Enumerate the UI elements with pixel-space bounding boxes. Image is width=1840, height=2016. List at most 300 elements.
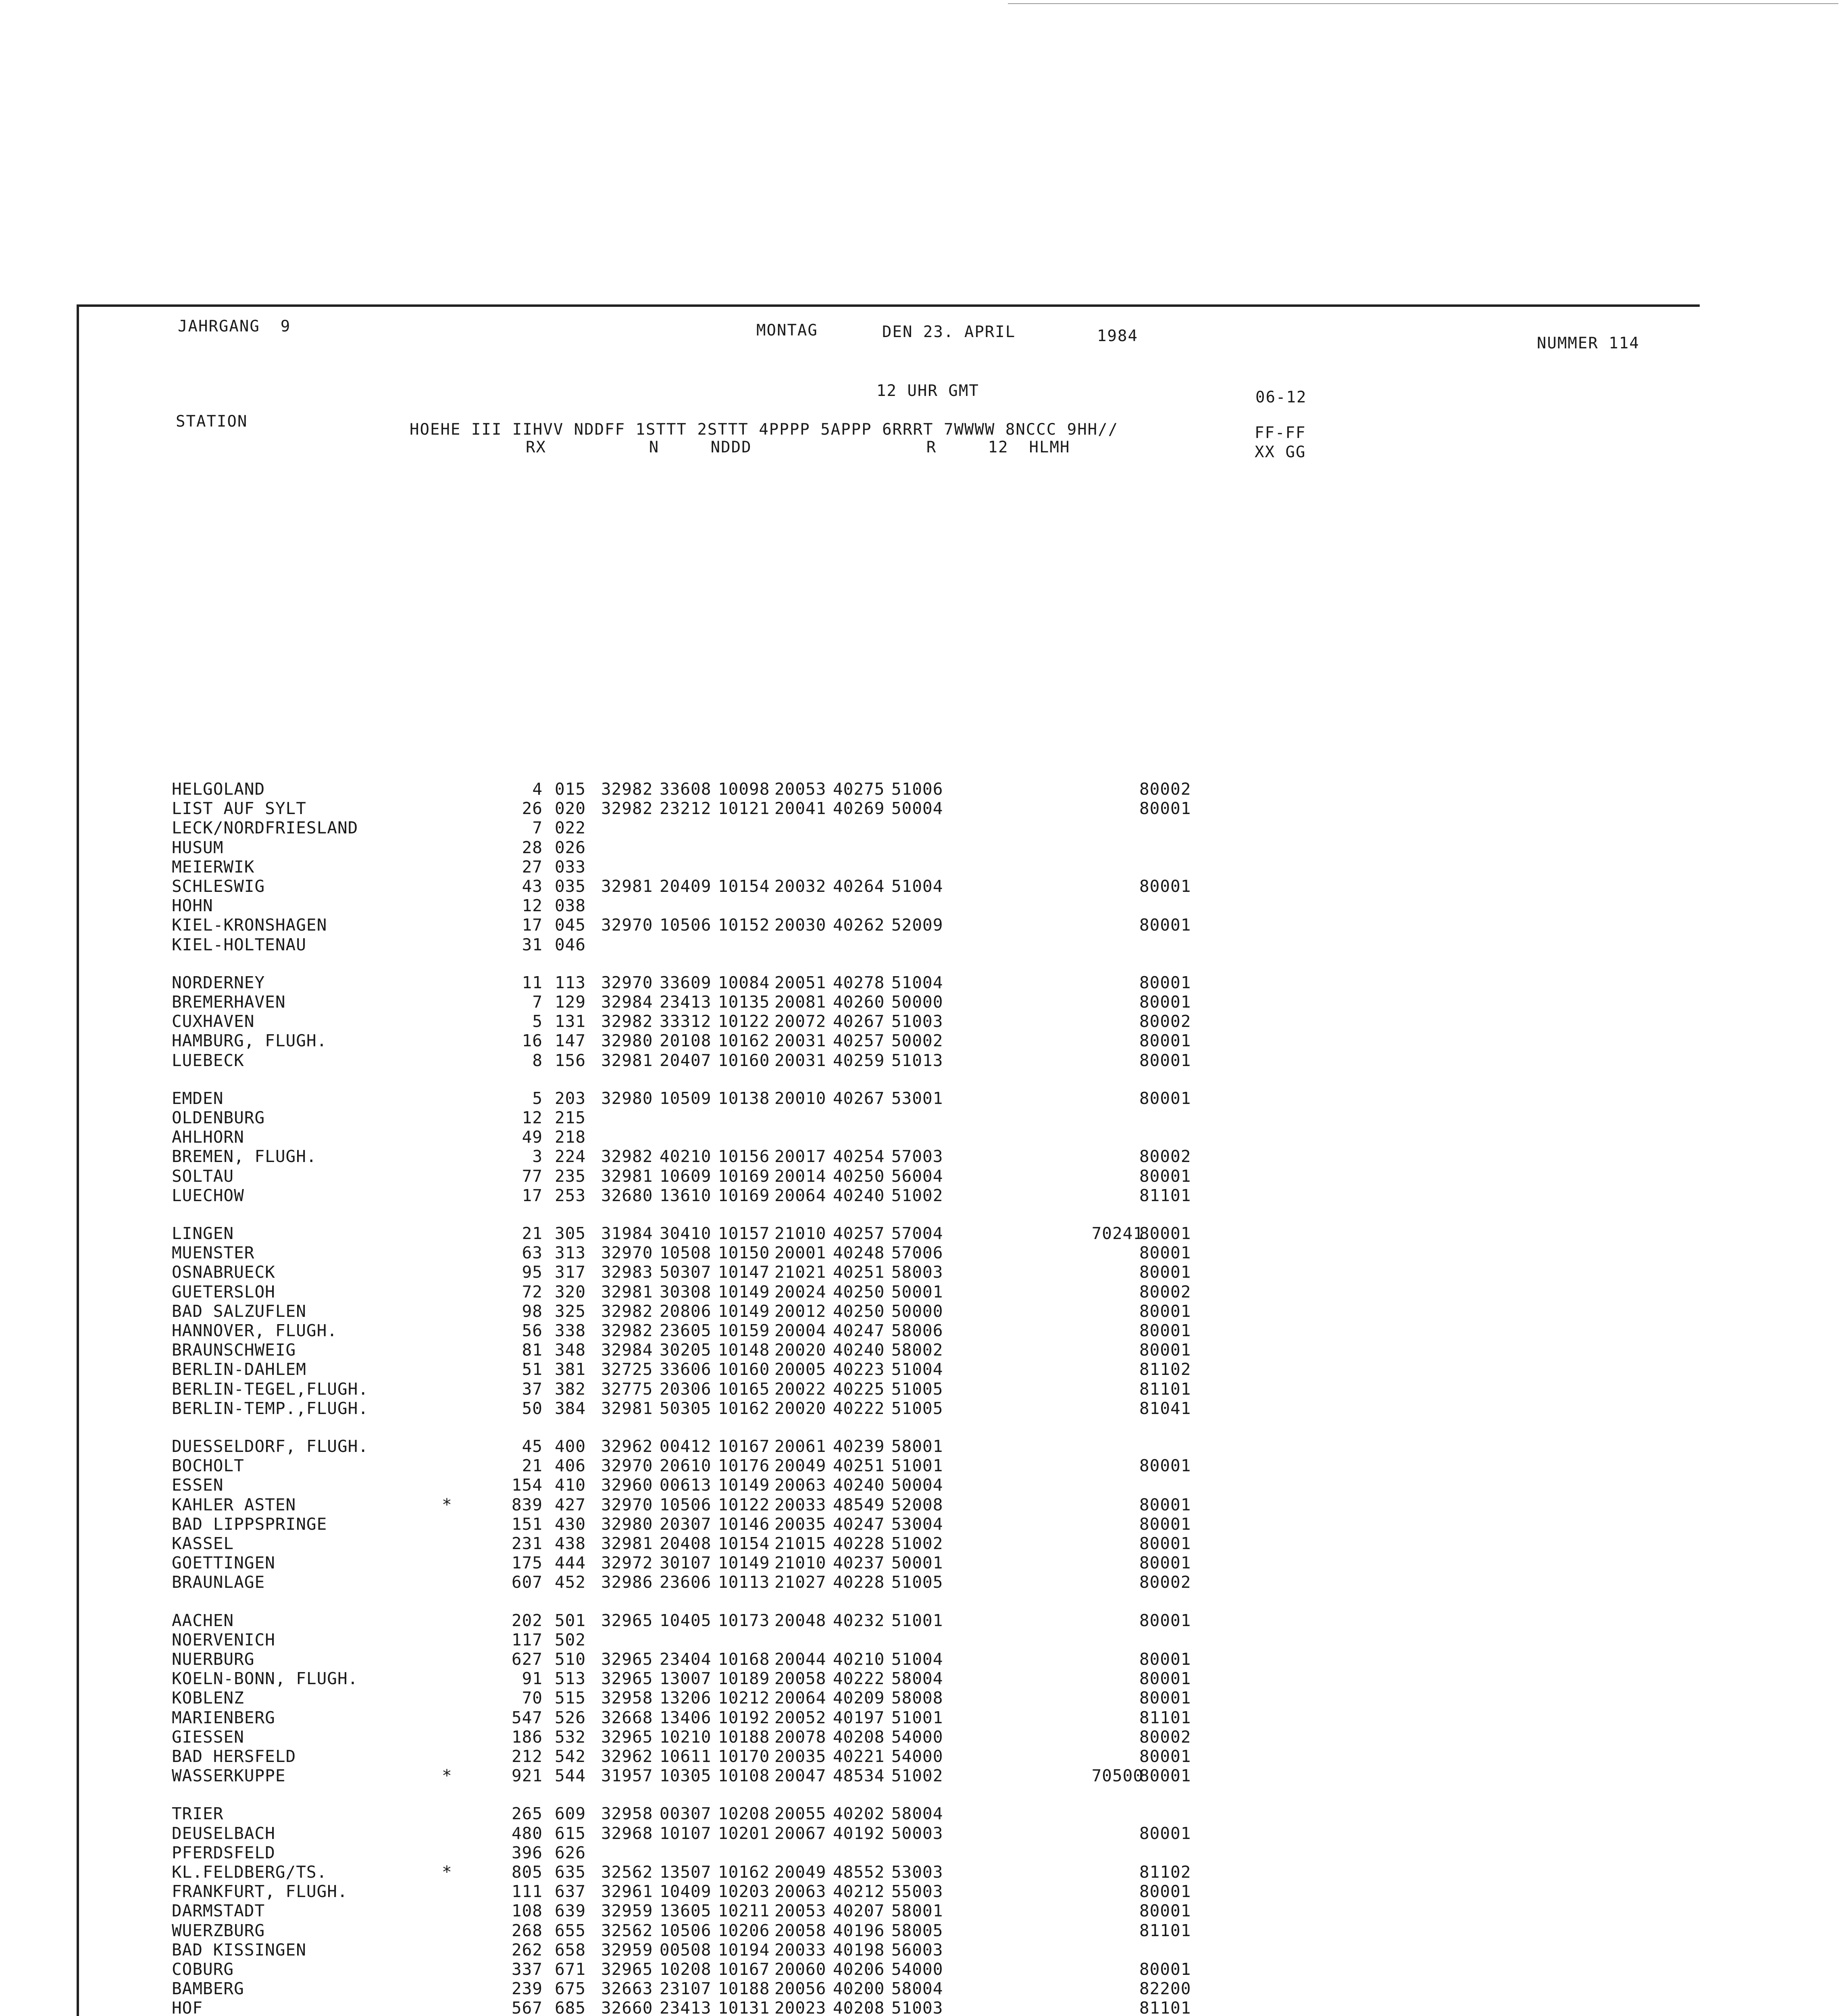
code-g1: 32668 (601, 1708, 653, 1727)
code-g3: 10173 (718, 1610, 770, 1630)
code-g1: 32958 (601, 1804, 653, 1824)
code-g4: 21015 (774, 1534, 826, 1553)
code-g1: 32986 (601, 1572, 653, 1592)
code-iii: 325 (555, 1301, 586, 1321)
code-g5: 48534 (833, 1766, 885, 1786)
code-hoehe: 262 (511, 1940, 543, 1960)
code-g8: 80002 (1139, 1147, 1191, 1166)
code-hoehe: 627 (511, 1649, 543, 1669)
station-name: BAMBERG (172, 1979, 244, 1999)
station-name: MEIERWIK (172, 857, 255, 877)
code-iii: 317 (555, 1262, 586, 1282)
code-iii: 526 (555, 1708, 586, 1727)
code-g2: 10208 (660, 1960, 712, 1979)
code-g3: 10147 (718, 1262, 770, 1282)
code-g2: 50305 (660, 1398, 712, 1418)
code-hoehe: 50 (522, 1398, 543, 1418)
code-g2: 20610 (660, 1456, 712, 1476)
code-g3: 10212 (718, 1688, 770, 1708)
code-g3: 10170 (718, 1747, 770, 1766)
code-g4: 20053 (774, 779, 826, 799)
code-hoehe: 95 (522, 1262, 543, 1282)
code-g1: 32965 (601, 1610, 653, 1630)
code-g6: 58008 (891, 1688, 943, 1708)
code-g3: 10169 (718, 1185, 770, 1205)
code-g2: 20307 (660, 1514, 712, 1534)
code-g8: 80001 (1139, 1321, 1191, 1340)
code-g1: 32970 (601, 1495, 653, 1514)
station-name: AACHEN (172, 1610, 234, 1630)
code-g6: 58003 (891, 1262, 943, 1282)
code-g5: 40240 (833, 1185, 885, 1205)
code-g8: 80001 (1139, 1243, 1191, 1263)
code-hoehe: 17 (522, 1185, 543, 1205)
code-iii: 685 (555, 1998, 586, 2016)
code-g1: 32959 (601, 1901, 653, 1921)
code-g2: 30308 (660, 1282, 712, 1302)
code-g3: 10162 (718, 1031, 770, 1051)
code-g2: 20108 (660, 1031, 712, 1051)
code-hoehe: 175 (511, 1553, 543, 1573)
code-g5: 40222 (833, 1669, 885, 1689)
code-g8: 80001 (1139, 799, 1191, 818)
code-iii: 515 (555, 1688, 586, 1708)
code-g2: 10509 (660, 1088, 712, 1108)
code-g8: 80001 (1139, 1649, 1191, 1669)
station-name: BRAUNSCHWEIG (172, 1340, 296, 1360)
code-g5: 40247 (833, 1514, 885, 1534)
station-name: ESSEN (172, 1475, 224, 1495)
code-hoehe: 16 (522, 1031, 543, 1051)
station-name: NORDERNEY (172, 973, 265, 992)
code-g2: 13206 (660, 1688, 712, 1708)
code-hoehe: 154 (511, 1475, 543, 1495)
code-g7: 70241 (1091, 1224, 1143, 1243)
code-g4: 20060 (774, 1960, 826, 1979)
code-iii: 215 (555, 1108, 586, 1127)
code-g8: 80002 (1139, 779, 1191, 799)
code-g4: 20048 (774, 1610, 826, 1630)
station-name: EMDEN (172, 1088, 224, 1108)
code-g8: 80001 (1139, 1747, 1191, 1766)
code-g4: 20081 (774, 992, 826, 1012)
code-g3: 10138 (718, 1088, 770, 1108)
code-g1: 32981 (601, 1166, 653, 1186)
code-g4: 20064 (774, 1185, 826, 1205)
code-g4: 20052 (774, 1708, 826, 1727)
code-iii: 224 (555, 1147, 586, 1166)
station-name: NOERVENICH (172, 1630, 275, 1649)
code-iii: 444 (555, 1553, 586, 1573)
station-name: BERLIN-TEGEL,FLUGH. (172, 1379, 368, 1399)
code-iii: 033 (555, 857, 586, 877)
station-name: LUEBECK (172, 1050, 244, 1070)
code-g1: 32965 (601, 1669, 653, 1689)
code-g8: 80001 (1139, 973, 1191, 992)
code-iii: 635 (555, 1862, 586, 1882)
code-g1: 32660 (601, 1998, 653, 2016)
code-g6: 51002 (891, 1766, 943, 1786)
code-hoehe: 212 (511, 1747, 543, 1766)
code-g6: 51001 (891, 1610, 943, 1630)
station-name: MUENSTER (172, 1243, 255, 1263)
code-g8: 80001 (1139, 1960, 1191, 1979)
code-g5: 40275 (833, 779, 885, 799)
code-g8: 80001 (1139, 1688, 1191, 1708)
mountain-station-marker: * (442, 1495, 452, 1514)
code-g2: 23606 (660, 1572, 712, 1592)
code-g8: 80002 (1139, 1572, 1191, 1592)
code-g1: 32970 (601, 1243, 653, 1263)
code-g5: 48549 (833, 1495, 885, 1514)
code-hoehe: 56 (522, 1321, 543, 1340)
code-g8: 81101 (1139, 1920, 1191, 1940)
code-g1: 32984 (601, 1340, 653, 1360)
station-name: LINGEN (172, 1224, 234, 1243)
code-g8: 80001 (1139, 1050, 1191, 1070)
code-g1: 32980 (601, 1514, 653, 1534)
code-g6: 51003 (891, 1012, 943, 1031)
station-name: HOF (172, 1998, 203, 2016)
code-g3: 10149 (718, 1282, 770, 1302)
code-hoehe: 396 (511, 1843, 543, 1862)
column-codes-sub: RX N NDDD R 12 HLMH (526, 438, 1070, 456)
code-hoehe: 337 (511, 1960, 543, 1979)
code-g2: 13605 (660, 1901, 712, 1921)
code-g1: 32958 (601, 1688, 653, 1708)
code-g8: 80001 (1139, 915, 1191, 935)
code-g2: 13610 (660, 1185, 712, 1205)
code-g4: 20033 (774, 1940, 826, 1960)
code-g2: 00508 (660, 1940, 712, 1960)
station-name: SCHLESWIG (172, 877, 265, 896)
code-iii: 218 (555, 1127, 586, 1147)
code-g1: 31957 (601, 1766, 653, 1786)
code-g4: 20047 (774, 1766, 826, 1786)
code-g5: 40200 (833, 1979, 885, 1999)
code-g8: 81101 (1139, 1998, 1191, 2016)
station-name: KAHLER ASTEN (172, 1495, 296, 1514)
station-name: OLDENBURG (172, 1108, 265, 1127)
station-name: TRIER (172, 1804, 224, 1824)
code-g3: 10156 (718, 1147, 770, 1166)
code-g8: 80001 (1139, 1224, 1191, 1243)
code-g2: 13007 (660, 1669, 712, 1689)
code-g5: 40223 (833, 1360, 885, 1379)
code-g6: 57006 (891, 1243, 943, 1263)
station-name: LIST AUF SYLT (172, 799, 306, 818)
code-g4: 21021 (774, 1262, 826, 1282)
code-iii: 348 (555, 1340, 586, 1360)
code-iii: 532 (555, 1727, 586, 1747)
code-g4: 20072 (774, 1012, 826, 1031)
code-g6: 58005 (891, 1920, 943, 1940)
code-g5: 40225 (833, 1379, 885, 1399)
code-g8: 80001 (1139, 1340, 1191, 1360)
code-g1: 32982 (601, 1147, 653, 1166)
code-g1: 32982 (601, 799, 653, 818)
code-g6: 53003 (891, 1862, 943, 1882)
station-name: BAD LIPPSPRINGE (172, 1514, 327, 1534)
code-g2: 23605 (660, 1321, 712, 1340)
code-iii: 203 (555, 1088, 586, 1108)
code-g2: 33312 (660, 1012, 712, 1031)
code-iii: 113 (555, 973, 586, 992)
code-g4: 21010 (774, 1553, 826, 1573)
code-iii: 046 (555, 935, 586, 954)
code-g4: 20024 (774, 1282, 826, 1302)
code-iii: 639 (555, 1901, 586, 1921)
code-hoehe: 4 (532, 779, 543, 799)
code-g4: 20035 (774, 1514, 826, 1534)
code-g8: 82200 (1139, 1979, 1191, 1999)
code-iii: 235 (555, 1166, 586, 1186)
code-g6: 51006 (891, 779, 943, 799)
code-g5: 40267 (833, 1088, 885, 1108)
station-name: DEUSELBACH (172, 1823, 275, 1843)
code-g4: 20032 (774, 877, 826, 896)
code-g3: 10160 (718, 1050, 770, 1070)
code-hoehe: 31 (522, 935, 543, 954)
code-g8: 80001 (1139, 992, 1191, 1012)
code-g5: 40202 (833, 1804, 885, 1824)
code-g5: 40237 (833, 1553, 885, 1573)
code-g1: 32775 (601, 1379, 653, 1399)
code-g5: 40239 (833, 1437, 885, 1456)
code-g1: 32970 (601, 1456, 653, 1476)
code-g2: 00613 (660, 1475, 712, 1495)
code-g4: 20001 (774, 1243, 826, 1263)
code-iii: 427 (555, 1495, 586, 1514)
code-hoehe: 37 (522, 1379, 543, 1399)
code-hoehe: 17 (522, 915, 543, 935)
code-g8: 80001 (1139, 1495, 1191, 1514)
code-g6: 57003 (891, 1147, 943, 1166)
station-name: BERLIN-TEMP.,FLUGH. (172, 1398, 368, 1418)
code-g8: 81101 (1139, 1708, 1191, 1727)
code-hoehe: 28 (522, 837, 543, 857)
code-g5: 40206 (833, 1960, 885, 1979)
code-g1: 32981 (601, 1534, 653, 1553)
code-g1: 32970 (601, 915, 653, 935)
code-g1: 32981 (601, 1398, 653, 1418)
code-g1: 32965 (601, 1727, 653, 1747)
code-iii: 430 (555, 1514, 586, 1534)
code-iii: 131 (555, 1012, 586, 1031)
station-name: HOHN (172, 896, 213, 916)
code-hoehe: 51 (522, 1360, 543, 1379)
code-g6: 58004 (891, 1669, 943, 1689)
code-g4: 20041 (774, 799, 826, 818)
code-g5: 40196 (833, 1920, 885, 1940)
station-name: HUSUM (172, 837, 224, 857)
code-g1: 32984 (601, 992, 653, 1012)
date: DEN 23. APRIL (882, 323, 1016, 341)
code-g3: 10098 (718, 779, 770, 799)
code-g1: 32961 (601, 1882, 653, 1901)
code-iii: 542 (555, 1747, 586, 1766)
code-iii: 406 (555, 1456, 586, 1476)
code-g6: 58001 (891, 1437, 943, 1456)
station-name: OSNABRUECK (172, 1262, 275, 1282)
code-hoehe: 117 (511, 1630, 543, 1649)
code-g8: 81102 (1139, 1862, 1191, 1882)
code-g3: 10188 (718, 1979, 770, 1999)
code-hoehe: 91 (522, 1669, 543, 1689)
station-name: DUESSELDORF, FLUGH. (172, 1437, 368, 1456)
code-g4: 20053 (774, 1901, 826, 1921)
code-g3: 10149 (718, 1301, 770, 1321)
code-g4: 20056 (774, 1979, 826, 1999)
code-hoehe: 45 (522, 1437, 543, 1456)
code-g5: 40262 (833, 915, 885, 935)
code-g2: 20306 (660, 1379, 712, 1399)
code-g2: 00307 (660, 1804, 712, 1824)
code-g2: 10107 (660, 1823, 712, 1843)
code-g5: 40269 (833, 799, 885, 818)
code-iii: 501 (555, 1610, 586, 1630)
code-hoehe: 239 (511, 1979, 543, 1999)
station-name: SOLTAU (172, 1166, 234, 1186)
code-g8: 80002 (1139, 1012, 1191, 1031)
code-g5: 40240 (833, 1475, 885, 1495)
code-iii: 320 (555, 1282, 586, 1302)
code-hoehe: 77 (522, 1166, 543, 1186)
code-g3: 10154 (718, 1534, 770, 1553)
station-name: HAMBURG, FLUGH. (172, 1031, 327, 1051)
station-name: NUERBURG (172, 1649, 255, 1669)
code-g4: 20035 (774, 1747, 826, 1766)
code-hoehe: 81 (522, 1340, 543, 1360)
code-g1: 32663 (601, 1979, 653, 1999)
code-hoehe: 5 (532, 1088, 543, 1108)
code-g3: 10152 (718, 915, 770, 935)
station-name: BAD HERSFELD (172, 1747, 296, 1766)
station-name: BREMERHAVEN (172, 992, 286, 1012)
code-g4: 20010 (774, 1088, 826, 1108)
code-iii: 510 (555, 1649, 586, 1669)
code-g6: 50001 (891, 1282, 943, 1302)
code-hoehe: 151 (511, 1514, 543, 1534)
code-g4: 20031 (774, 1050, 826, 1070)
code-g5: 40259 (833, 1050, 885, 1070)
code-iii: 156 (555, 1050, 586, 1070)
code-g1: 31984 (601, 1224, 653, 1243)
mountain-station-marker: * (442, 1862, 452, 1882)
code-g5: 40251 (833, 1456, 885, 1476)
code-g4: 20058 (774, 1920, 826, 1940)
code-iii: 452 (555, 1572, 586, 1592)
code-g3: 10122 (718, 1495, 770, 1514)
code-g1: 32965 (601, 1649, 653, 1669)
code-hoehe: 21 (522, 1224, 543, 1243)
code-g8: 80001 (1139, 1766, 1191, 1786)
station-name: BAD KISSINGEN (172, 1940, 306, 1960)
code-g6: 51002 (891, 1185, 943, 1205)
station-name: GUETERSLOH (172, 1282, 275, 1302)
code-g3: 10206 (718, 1920, 770, 1940)
code-g6: 55003 (891, 1882, 943, 1901)
code-g6: 54000 (891, 1727, 943, 1747)
station-name: AHLHORN (172, 1127, 244, 1147)
station-name: GIESSEN (172, 1727, 244, 1747)
code-g3: 10157 (718, 1224, 770, 1243)
column-station: STATION (176, 412, 248, 431)
code-g5: 40228 (833, 1534, 885, 1553)
code-g3: 10194 (718, 1940, 770, 1960)
code-g5: 40278 (833, 973, 885, 992)
code-iii: 655 (555, 1920, 586, 1940)
code-g2: 30205 (660, 1340, 712, 1360)
code-g5: 40257 (833, 1031, 885, 1051)
code-iii: 609 (555, 1804, 586, 1824)
code-g8: 80001 (1139, 1553, 1191, 1573)
code-g8: 80001 (1139, 1456, 1191, 1476)
code-g2: 20806 (660, 1301, 712, 1321)
code-g1: 32959 (601, 1940, 653, 1960)
code-g2: 33609 (660, 973, 712, 992)
code-g4: 20055 (774, 1804, 826, 1824)
code-iii: 022 (555, 818, 586, 838)
code-g2: 10210 (660, 1727, 712, 1747)
code-g1: 32983 (601, 1262, 653, 1282)
station-name: KIEL-KRONSHAGEN (172, 915, 327, 935)
code-g4: 21010 (774, 1224, 826, 1243)
code-g5: 40251 (833, 1262, 885, 1282)
code-g1: 32980 (601, 1031, 653, 1051)
code-g5: 40260 (833, 992, 885, 1012)
code-g1: 32968 (601, 1823, 653, 1843)
code-g1: 32725 (601, 1360, 653, 1379)
station-name: MARIENBERG (172, 1708, 275, 1727)
code-g2: 10508 (660, 1243, 712, 1263)
code-g3: 10176 (718, 1456, 770, 1476)
code-g4: 20031 (774, 1031, 826, 1051)
station-name: BOCHOLT (172, 1456, 244, 1476)
code-hoehe: 202 (511, 1610, 543, 1630)
code-g8: 80001 (1139, 877, 1191, 896)
station-name: KASSEL (172, 1534, 234, 1553)
code-g8: 80001 (1139, 1166, 1191, 1186)
code-g3: 10192 (718, 1708, 770, 1727)
code-hoehe: 3 (532, 1147, 543, 1166)
station-name: DARMSTADT (172, 1901, 265, 1921)
code-g3: 10162 (718, 1862, 770, 1882)
code-g8: 81101 (1139, 1379, 1191, 1399)
code-iii: 513 (555, 1669, 586, 1689)
code-g3: 10162 (718, 1398, 770, 1418)
code-g5: 40257 (833, 1224, 885, 1243)
code-g8: 80001 (1139, 1823, 1191, 1843)
code-g5: 40221 (833, 1747, 885, 1766)
station-name: HELGOLAND (172, 779, 265, 799)
station-name: KL.FELDBERG/TS. (172, 1862, 327, 1882)
code-iii: 675 (555, 1979, 586, 1999)
code-g4: 20014 (774, 1166, 826, 1186)
code-hoehe: 607 (511, 1572, 543, 1592)
code-hoehe: 12 (522, 896, 543, 916)
code-g1: 32962 (601, 1437, 653, 1456)
code-g5: 48552 (833, 1862, 885, 1882)
code-g6: 50003 (891, 1823, 943, 1843)
code-g6: 51004 (891, 973, 943, 992)
code-hoehe: 12 (522, 1108, 543, 1127)
code-g1: 32970 (601, 973, 653, 992)
code-g8: 80001 (1139, 1514, 1191, 1534)
code-g2: 33608 (660, 779, 712, 799)
station-name: BERLIN-DAHLEM (172, 1360, 306, 1379)
code-iii: 637 (555, 1882, 586, 1901)
